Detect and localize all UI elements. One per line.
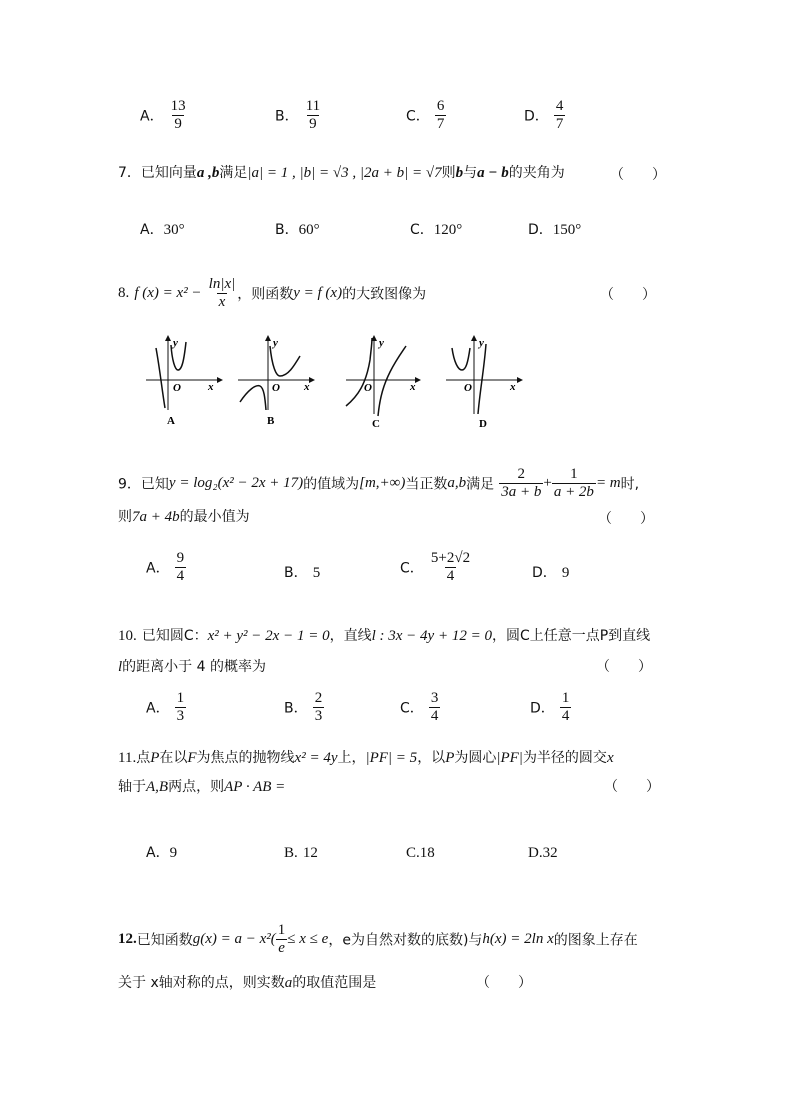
stem-text: 已知函数 [136,932,193,949]
option-fraction [175,690,187,725]
graph-label-x: x [410,381,416,393]
q12-stem-line1 [118,922,638,957]
math-dot-product: AP · AB = [224,779,286,795]
graph-b [238,336,314,427]
stem-text: 的最小值为 [179,509,250,525]
graph-label-letter: B [267,415,275,427]
q11-option-b [284,842,318,862]
option-value: 9 [561,565,570,581]
q10-option-c [400,690,440,725]
q11-option-d [528,842,558,862]
stem-text: 为圆心 [454,750,497,766]
graph-label-origin: O [272,382,280,394]
option-fraction [169,98,188,133]
stem-text: 时, [620,476,640,493]
stem-text: 已知圆C： [141,628,208,644]
frac-num: 2 [517,466,526,482]
stem-text: ，直线 [329,628,372,644]
math-range: [m,+∞) [359,475,406,491]
answer-parenthesis: （ ） [610,167,666,183]
stem-text: 的图象上存在 [553,932,638,949]
stem-text: 在以 [159,750,188,766]
math-var: l [118,659,123,675]
frac-num: ln|x| [208,276,236,292]
math-expression: y = log₂(x² − 2x + 17) [168,475,304,491]
option-fraction [435,98,447,133]
frac-num: 13 [170,98,186,114]
option-letter: C． [406,108,430,125]
option-letter: D． [524,108,549,125]
frac-den: e [278,940,285,956]
q11-stem-line1 [118,747,614,767]
math-fraction [207,276,238,311]
question-number: 12. [118,931,137,947]
option-value: 32 [542,845,558,861]
graph-label-letter: C [372,418,380,430]
graph-label-y: y [479,337,484,349]
option-fraction [429,690,441,725]
stem-text: 满足 [219,165,248,181]
frac-num: 6 [436,98,445,114]
option-letter: A． [140,222,164,238]
math-var: x [606,750,614,766]
q6-option-c [406,98,446,133]
math-fraction [276,922,288,957]
stem-text: 当正数 [405,476,448,493]
frac-den: 7 [436,116,445,132]
math-vector: b [455,165,464,181]
graph-a [146,336,222,427]
option-letter: B． [275,108,299,125]
stem-text: 的取值范围是 [292,975,377,991]
q7-stem [118,162,565,182]
frac-num: 3 [430,690,439,706]
math-var: F [187,750,197,766]
answer-parenthesis: （ ） [596,659,652,675]
option-letter: C. [406,845,420,861]
frac-num: 1 [570,466,578,482]
frac-num: 2 [314,690,323,706]
math-eq: = m [595,475,621,491]
q10-option-a [146,690,186,725]
q8-graphs [140,330,530,430]
graph-label-y: y [273,337,278,349]
option-value: 9 [169,845,178,861]
stem-text: 的夹角为 [508,165,565,181]
stem-text: ，圆C上任意一点P到直线 [491,628,651,644]
option-letter: A． [146,560,170,577]
stem-text: 为半径的圆交 [522,750,607,766]
frac-den: x [218,294,226,310]
option-letter: D． [532,565,557,581]
q11-stem-line2 [118,776,285,796]
stem-text: ，则函数 [237,286,294,303]
stem-text: 轴于 [118,779,146,795]
graph-label-letter: A [167,415,175,427]
graph-d [446,336,522,430]
graph-c [346,336,420,430]
q9-option-b [284,562,320,582]
option-value: 120° [433,222,463,238]
q9-option-d [532,562,569,582]
question-number: 9． [118,476,141,493]
graph-label-y: y [379,337,384,349]
stem-text: ，以 [417,750,446,766]
stem-text: 点 [136,750,151,766]
math-var: a [284,975,293,991]
stem-text: 满足 [466,476,495,493]
frac-num: 5+2√2 [430,550,471,566]
q7-option-b [275,219,320,239]
q7-option-c [410,219,462,239]
frac-den: 9 [309,116,317,132]
math-condition: |a| = 1 , |b| = √3 , |2a + b| = √7 [247,165,442,181]
math-function: g(x) = a − x²( [192,931,276,947]
option-letter: C． [400,700,424,717]
option-fraction [560,690,572,725]
math-line: l : 3x − 4y + 12 = 0 [371,628,492,644]
math-circle: x² + y² − 2x − 1 = 0 [207,628,330,644]
option-fraction [429,550,472,585]
math-vars: a,b [447,475,467,491]
stem-text: 关于 x轴对称的点，则实数 [118,975,285,991]
option-letter: B． [284,700,308,717]
stem-text: ，e为自然对数的底数)与 [328,932,483,949]
answer-parenthesis: （ ） [598,511,654,527]
option-letter: B． [275,222,299,238]
math-function: y = f (x) [293,285,343,301]
math-condition: ≤ x ≤ e [287,931,329,947]
frac-den: 4 [561,708,570,724]
math-var: P [445,750,455,766]
option-letter: B. [284,845,298,861]
frac-den: 4 [446,568,455,584]
q10-option-b [284,690,324,725]
frac-den: 3 [314,708,323,724]
answer-parenthesis: （ ） [476,975,532,991]
q6-option-b [275,98,322,133]
stem-text: 为焦点的抛物线 [196,750,295,766]
stem-text: 两点，则 [168,779,225,795]
frac-den: 9 [174,116,182,132]
q10-stem-line1 [118,625,650,645]
answer-parenthesis: （ ） [604,779,660,795]
math-parabola: x² = 4y [294,750,338,766]
math-abs: |PF| [496,750,523,766]
question-number: 11. [118,750,137,766]
graph-label-y: y [173,337,178,349]
graph-label-x: x [510,381,516,393]
math-fraction [499,466,543,501]
option-value: 150° [552,222,582,238]
question-number: 8. [118,285,130,301]
graph-label-x: x [304,381,310,393]
stem-text: 上， [337,750,366,766]
option-value: 12 [302,845,318,861]
math-condition: |PF| = 5 [365,750,418,766]
question-number: 7． [118,165,141,181]
graph-label-x: x [208,381,214,393]
stem-text: 则 [118,509,132,525]
frac-den: a + 2b [553,484,594,500]
frac-den: 4 [430,708,439,724]
question-number: 10. [118,628,137,644]
math-expression: 7a + 4b [132,509,180,525]
option-letter: A． [146,845,170,861]
math-vector-diff: a − b [477,165,509,181]
option-letter: A． [140,108,164,125]
option-letter: D． [530,700,555,717]
q7-option-a [140,219,185,239]
stem-text: 的大致图像为 [342,286,427,303]
q9-stem-line2 [118,506,250,526]
frac-den: 7 [555,116,564,132]
option-value: 30° [163,222,185,238]
option-letter: D. [528,845,543,861]
option-letter: D． [528,222,553,238]
stem-text: 的距离小于 4 的概率为 [122,659,266,675]
option-value: 5 [312,565,321,581]
frac-num: 1 [176,690,185,706]
option-letter: A． [146,700,170,717]
q11-option-a [146,842,177,862]
q6-option-a [140,98,188,133]
option-fraction [175,550,187,585]
math-var: P [150,750,160,766]
graph-label-origin: O [364,382,372,394]
q7-option-d [528,219,581,239]
frac-den: 3 [176,708,185,724]
stem-text: 已知向量 [140,165,197,181]
graph-label-origin: O [173,382,181,394]
frac-num: 1 [561,690,570,706]
frac-den: 4 [176,568,185,584]
stem-text: 已知 [140,476,169,493]
q10-stem-line2 [118,656,266,676]
option-letter: C． [400,560,424,577]
math-vectors: a ,b [196,165,220,181]
q6-option-d [524,98,565,133]
answer-parenthesis: （ ） [600,287,656,303]
math-fraction [552,466,596,501]
math-plus: + [543,475,552,491]
frac-num: 11 [305,98,321,114]
option-fraction [304,98,322,133]
frac-den: 3a + b [501,484,542,500]
math-points: A,B [146,779,169,795]
q9-option-a [146,550,186,585]
q10-option-d [530,690,571,725]
stem-text: 与 [463,165,478,181]
q9-option-c [400,550,472,585]
frac-num: 9 [176,550,185,566]
q12-stem-line2 [118,972,376,992]
graph-label-origin: O [464,382,472,394]
math-lhs: f (x) = x² − [134,285,202,301]
option-letter: B． [284,565,308,581]
frac-num: 1 [277,922,286,938]
graph-label-letter: D [479,418,487,430]
frac-num: 4 [555,98,564,114]
option-letter: C． [410,222,434,238]
math-function: h(x) = 2ln x [482,931,554,947]
q8-stem [118,276,426,311]
q9-stem-line1 [118,466,639,501]
option-value: 18 [419,845,435,861]
stem-text: 的值域为 [303,476,360,493]
q11-option-c [406,842,435,862]
option-value: 60° [298,222,320,238]
option-fraction [313,690,325,725]
option-fraction [554,98,566,133]
stem-text: 则 [441,165,456,181]
